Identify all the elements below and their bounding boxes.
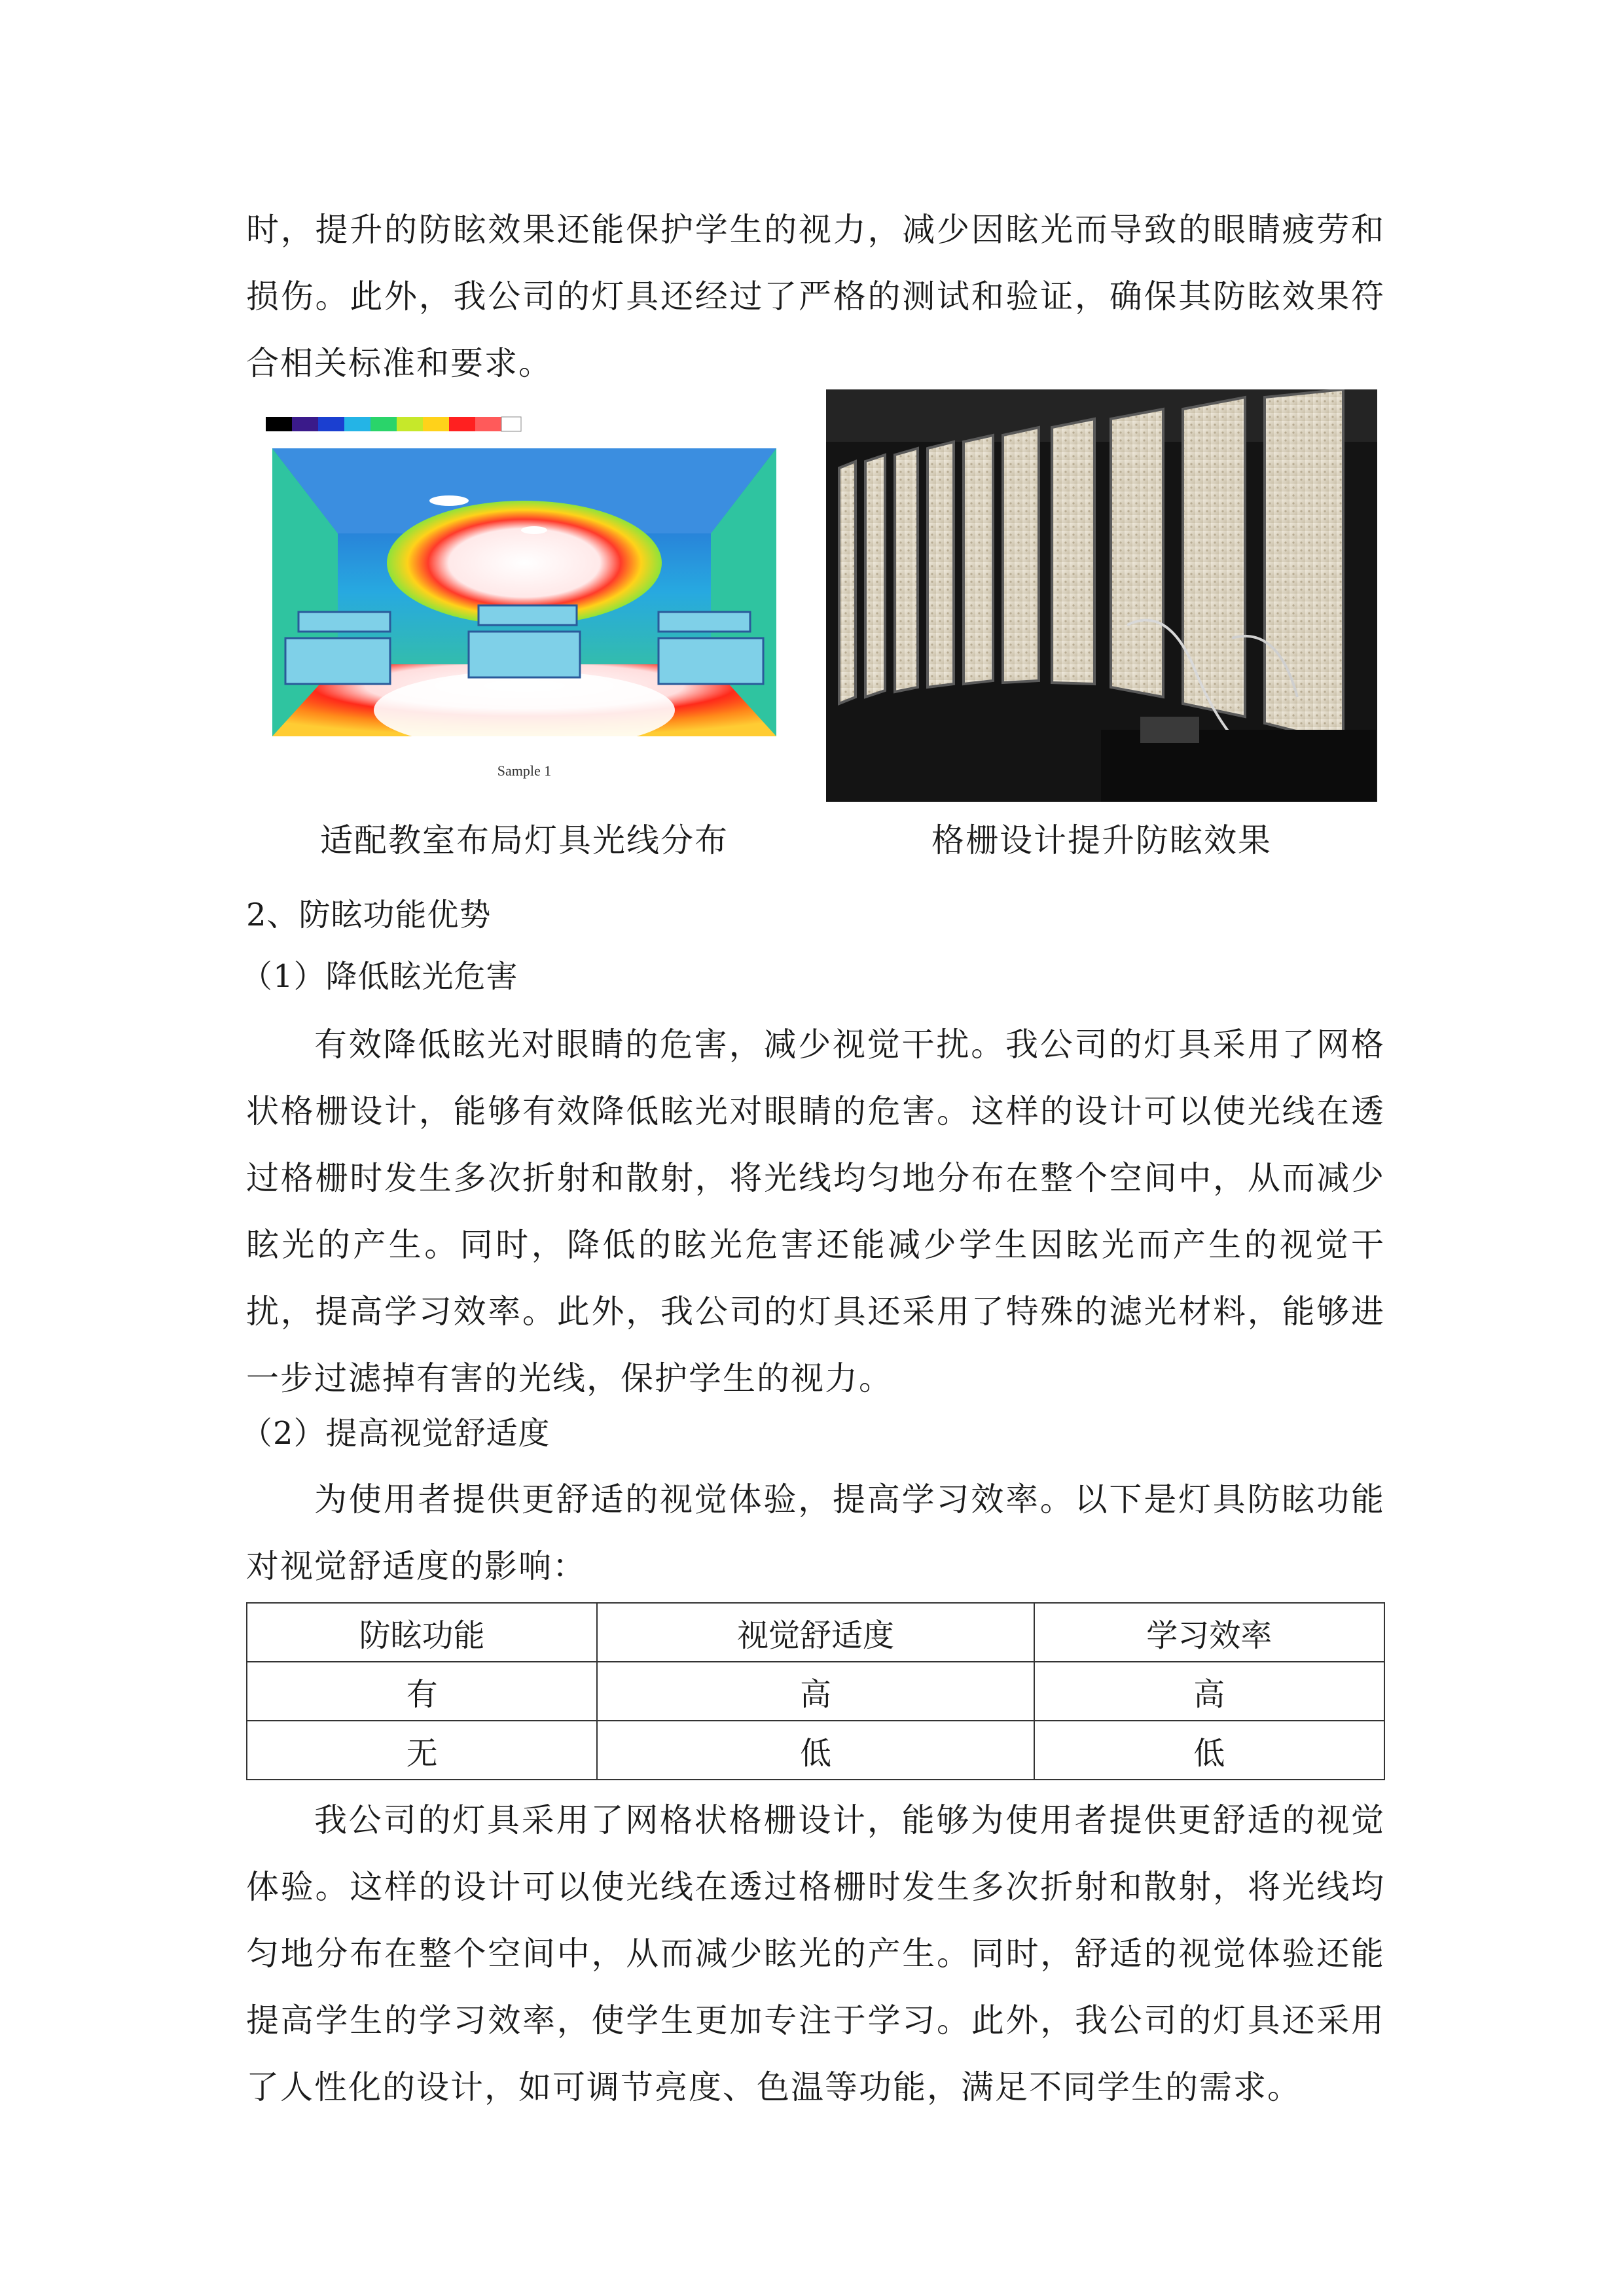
table-cell: 无 — [247, 1721, 597, 1780]
paragraph-reduce-glare: 有效降低眩光对眼睛的危害，减少视觉干扰。我公司的灯具采用了网格状格栅设计，能够有效降低眩光对眼睛的危害。这样的设计可以使光线在透过格栅时发生多次折射和散射，将光线均匀地分布在整个空间中，从而减少眩光的产生。同时，降低的眩光危害还能减少学生因眩光而产生的视觉干扰，提高学习效率。此外，我公司的灯具还采用了特殊的滤光材料，能够进一步过滤掉有害的光线，保护学生的视力。 — [246, 1026, 1385, 1397]
table-header-cell: 视觉舒适度 — [597, 1603, 1034, 1662]
heatmap-image — [253, 403, 796, 802]
grille-photo-figure — [826, 389, 1377, 802]
section-heading-2: 2、防眩功能优势 — [246, 897, 492, 933]
table-row — [247, 1662, 1384, 1721]
comparison-table — [246, 1602, 1385, 1780]
table-cell: 低 — [597, 1721, 1034, 1780]
table-cell: 高 — [1034, 1662, 1384, 1721]
paragraph-comfort-detail: 我公司的灯具采用了网格状格栅设计，能够为使用者提供更舒适的视觉体验。这样的设计可以使光线在透过格栅时发生多次折射和散射，将光线均匀地分布在整个空间中，从而减少眩光的产生。同时，舒适的视觉体验还能提高学生的学习效率，使学生更加专注于学习。此外，我公司的灯具还采用了人性化的设计，如可调节亮度、色温等功能，满足不同学生的需求。 — [246, 1801, 1385, 2106]
figure-caption-left: 适配教室布局灯具光线分布 — [320, 821, 729, 859]
paragraph-comfort-intro: 为使用者提供更舒适的视觉体验，提高学习效率。以下是灯具防眩功能对视觉舒适度的影响： — [246, 1480, 1385, 1585]
table-header-cell: 防眩功能 — [247, 1603, 597, 1662]
paragraph-continuation: 时，提升的防眩效果还能保护学生的视力，减少因眩光而导致的眼睛疲劳和损伤。此外，我公司的灯具还经过了严格的测试和验证，确保其防眩效果符合相关标准和要求。 — [246, 211, 1385, 382]
light-distribution-figure — [253, 403, 796, 802]
table-header-cell: 学习效率 — [1034, 1603, 1384, 1662]
grille-photo-image — [826, 389, 1377, 802]
subsection-heading-2: （2）提高视觉舒适度 — [241, 1415, 550, 1452]
table-cell: 有 — [247, 1662, 597, 1721]
table-cell: 低 — [1034, 1721, 1384, 1780]
table-row — [247, 1721, 1384, 1780]
table-cell: 高 — [597, 1662, 1034, 1721]
figure-caption-right: 格栅设计提升防眩效果 — [931, 821, 1272, 859]
table-header-row — [247, 1603, 1384, 1662]
heatmap-sample-label: Sample 1 — [497, 762, 552, 779]
subsection-heading-1: （1）降低眩光危害 — [241, 958, 518, 995]
